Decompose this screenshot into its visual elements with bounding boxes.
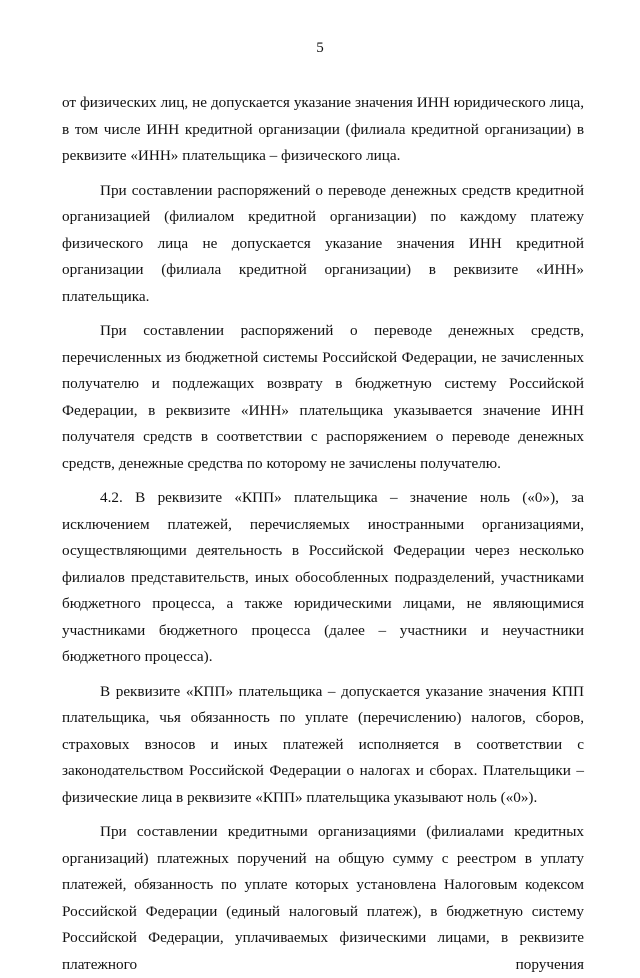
paragraph-continues-next-page: При составлении кредитными организациями (филиалами кредитных организаций) платежных поручений на общую сумму с реестром в уплату платежей, обязанность по уплате которых установлена Налоговым кодексом Российской Федерации (единый налоговый платеж), в бюджетную систему Российской Федерации, уплачиваемых физическими лицами, в реквизите платежного поручения [62, 823, 584, 973]
paragraph-clause-4-2: 4.2. В реквизите «КПП» плательщика – значение ноль («0»), за исключением платежей, перечисляемых иностранными организациями, осуществляющими деятельность в Российской Федерации через несколько филиалов представительств, иных обособленных подразделений, участниками бюджетного процесса, а также юридическими лицами, не являющимися участниками бюджетного процесса (далее – участники и неучастники бюджетного процесса). [62, 489, 584, 665]
paragraph: При составлении распоряжений о переводе денежных средств кредитной организацией (филиалом кредитной организации) по каждому платежу физического лица не допускается указание значения ИНН кредитной организации (филиала кредитной организации) в реквизите «ИНН» плательщика. [62, 181, 584, 305]
paragraph: При составлении распоряжений о переводе денежных средств, перечисленных из бюджетной системы Российской Федерации, не зачисленных получателю и подлежащих возврату в бюджетную систему Российской Федерации, в реквизите «ИНН» плательщика указывается значение ИНН получателя средств в соответствии с распоряжением о переводе денежных средств, денежные средства по которому не зачислены получателю. [62, 322, 584, 472]
document-body [62, 90, 584, 978]
paragraph: В реквизите «КПП» плательщика – допускается указание значения КПП плательщика, чья обязанность по уплате (перечислению) налогов, сборов, страховых взносов и иных платежей исполняется в соответствии с законодательством Российской Федерации о налогах и сборах. Плательщики – физические лица в реквизите «КПП» плательщика указывают ноль («0»). [62, 682, 584, 806]
paragraph-continued: от физических лиц, не допускается указание значения ИНН юридического лица, в том числе ИНН кредитной организации (филиала кредитной организации) в реквизите «ИНН» плательщика – физического лица. [62, 94, 584, 164]
page-number: 5 [316, 40, 324, 56]
